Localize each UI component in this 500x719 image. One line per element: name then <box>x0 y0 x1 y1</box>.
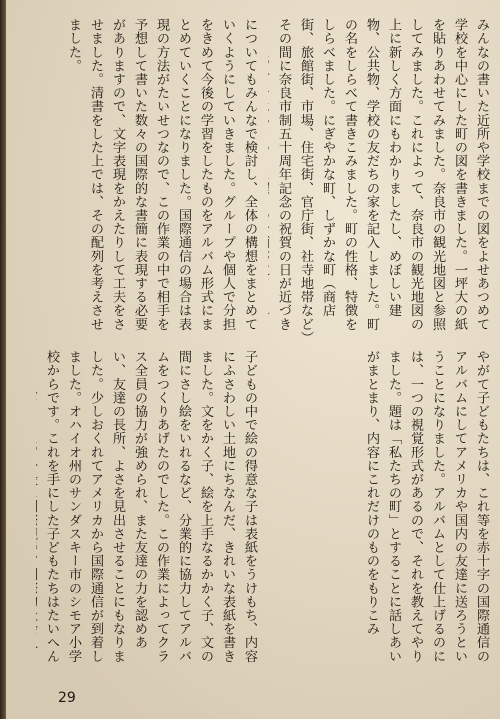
text-column-bottom-left: 子どもの中で絵の得意な子は表紙をうけもち、内容にふさわしい土地にちなんだ、きれいな表紙を書きました。文をかく子、絵を上手なるかかく子、文の間にさし絵をいれるなど、分業的に協力してアルバムをつくりあげたのでした。この作業によってクラス全員の協力が強められ、また友達の力を認めあい、友達の長所、よさを見出させることにもなりました。少しおくれてアメリカから国際通信が到着しました。オハイオ州のサンダスキー市のシモア小学校からです。これを手にした子どもたちはたいへん <box>44 350 257 663</box>
page-number: 29 <box>58 690 76 706</box>
page-edge-shadow <box>0 0 6 719</box>
text-column-bottom-right: やがて子どもたちは、これ等を赤十字の国際通信のアルバムにしてアメリカや国内の友達に送ろうということになりました。アルバムとして仕上げるのには、一つの視覚形式があるので、それを教えてやりました。題は「私たちの町」とすることに話しあいがまとまり、内容にこれだけのものをもりこみ <box>364 350 489 663</box>
text-column-top-right: みんなの書いた近所や学校までの図をよせあつめて学校を中心にした町の図を書きました。一坪大の紙を貼りあわせてみました。奈良市の観光地図と参照してみました。これによって、奈良市の観光地図の上に新しく方面にもわかりましたし、めぼしい建物、公共物、学校の友だちの家を記入しました。町の名をしらべて書きこみました。町の性格、特徴をしらべました。にぎやかな町、しずかな町（商店街、旅館街、市場、住宅街、官庁街、社寺地帯など）その間に奈良市制五十周年記念の祝賀の日が近づき <box>276 18 489 338</box>
text-column-top-left: についてもみんなで検討し、全体の構想をまとめていくようにしていきました。グループや個人で分担をきめて今後の学習をしたものをアルバム形式にまとめていくことになりました。国際通信の場合は表現の方法がたいせつなので、この作業の中で相手を予想して書いた数々の国際的な書簡に表現する必要がありますので、文字表現をかえたりして工夫をさせました。清書をした上では、その配列を考えさせました。 <box>66 18 257 331</box>
